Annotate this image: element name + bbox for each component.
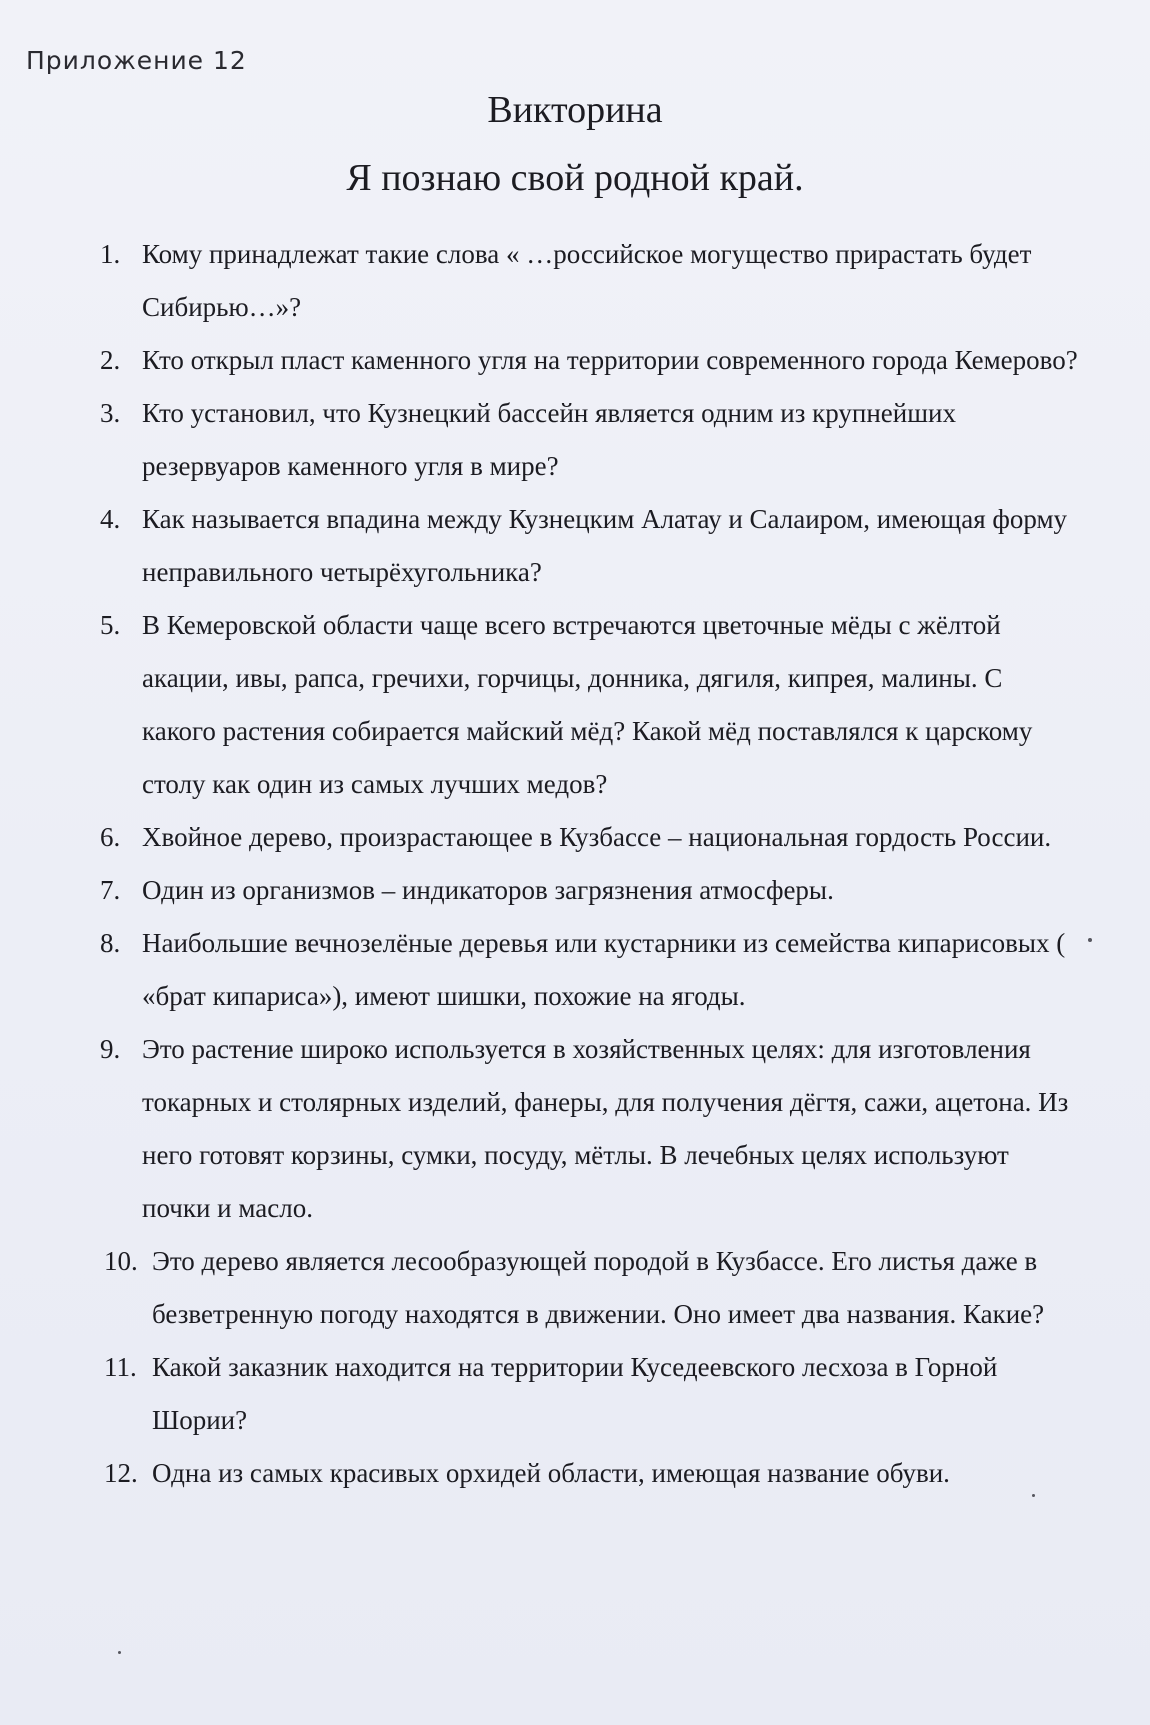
scan-speck xyxy=(1088,938,1092,942)
question-text: Одна из самых красивых орхидей области, имеющая название обуви. xyxy=(152,1458,950,1488)
appendix-label: Приложение 12 xyxy=(26,46,247,75)
question-item xyxy=(100,228,1080,334)
question-text: Какой заказник находится на территории Куседеевского лесхоза в Горной Шории? xyxy=(152,1352,998,1435)
question-item xyxy=(100,1341,1080,1447)
question-text: Кто установил, что Кузнецкий бассейн является одним из крупнейших резервуаров каменного угля в мире? xyxy=(142,398,956,481)
question-number: 2. xyxy=(100,345,121,375)
question-list xyxy=(100,228,1080,1500)
question-number: 4. xyxy=(100,504,121,534)
question-item xyxy=(100,811,1080,864)
question-number: 9. xyxy=(100,1034,121,1064)
question-item xyxy=(100,917,1080,1023)
question-number: 5. xyxy=(100,610,121,640)
scan-speck xyxy=(118,1651,121,1654)
question-text: Наибольшие вечнозелёные деревья или кустарники из семейства кипарисовых ( «брат кипариса»), имеют шишки, похожие на ягоды. xyxy=(142,928,1066,1011)
question-item xyxy=(100,1023,1080,1235)
question-text: Один из организмов – индикаторов загрязнения атмосферы. xyxy=(142,875,834,905)
question-number: 12. xyxy=(104,1458,138,1488)
question-text: Хвойное дерево, произрастающее в Кузбассе – национальная гордость России. xyxy=(142,822,1052,852)
question-number: 8. xyxy=(100,928,121,958)
question-item xyxy=(100,334,1080,387)
quiz-title: Викторина xyxy=(487,89,663,131)
question-number: 11. xyxy=(104,1352,137,1382)
question-item xyxy=(100,599,1080,811)
question-text: Как называется впадина между Кузнецким Алатау и Салаиром, имеющая форму неправильного четырёхугольника? xyxy=(142,504,1068,587)
question-text: В Кемеровской области чаще всего встречаются цветочные мёды с жёлтой акации, ивы, рапса, гречихи, горчицы, донника, дягиля, кипрея, малины. С какого растения собирается майский мёд? Какой мёд поставлялся к царскому столу как один из самых лучших медов? xyxy=(142,610,1033,799)
question-text: Кто открыл пласт каменного угля на территории современного города Кемерово? xyxy=(142,345,1078,375)
question-text: Это растение широко используется в хозяйственных целях: для изготовления токарных и столярных изделий, фанеры, для получения дёгтя, сажи, ацетона. Из него готовят корзины, сумки, посуду, мётлы. В лечебных целях используют почки и масло. xyxy=(142,1034,1069,1223)
question-item xyxy=(100,493,1080,599)
quiz-subtitle: Я познаю свой родной край. xyxy=(346,157,804,199)
question-number: 10. xyxy=(104,1246,138,1276)
question-number: 7. xyxy=(100,875,121,905)
question-item xyxy=(100,1235,1080,1341)
question-number: 3. xyxy=(100,398,121,428)
question-text: Кому принадлежат такие слова « …российское могущество прирастать будет Сибирью…»? xyxy=(142,239,1032,322)
question-item xyxy=(100,864,1080,917)
question-text: Это дерево является лесообразующей породой в Кузбассе. Его листья даже в безветренную погоду находятся в движении. Оно имеет два названия. Какие? xyxy=(152,1246,1045,1329)
question-item xyxy=(100,387,1080,493)
scan-speck xyxy=(1032,1494,1035,1497)
question-number: 6. xyxy=(100,822,121,852)
question-item xyxy=(100,1447,1080,1500)
question-number: 1. xyxy=(100,239,121,269)
